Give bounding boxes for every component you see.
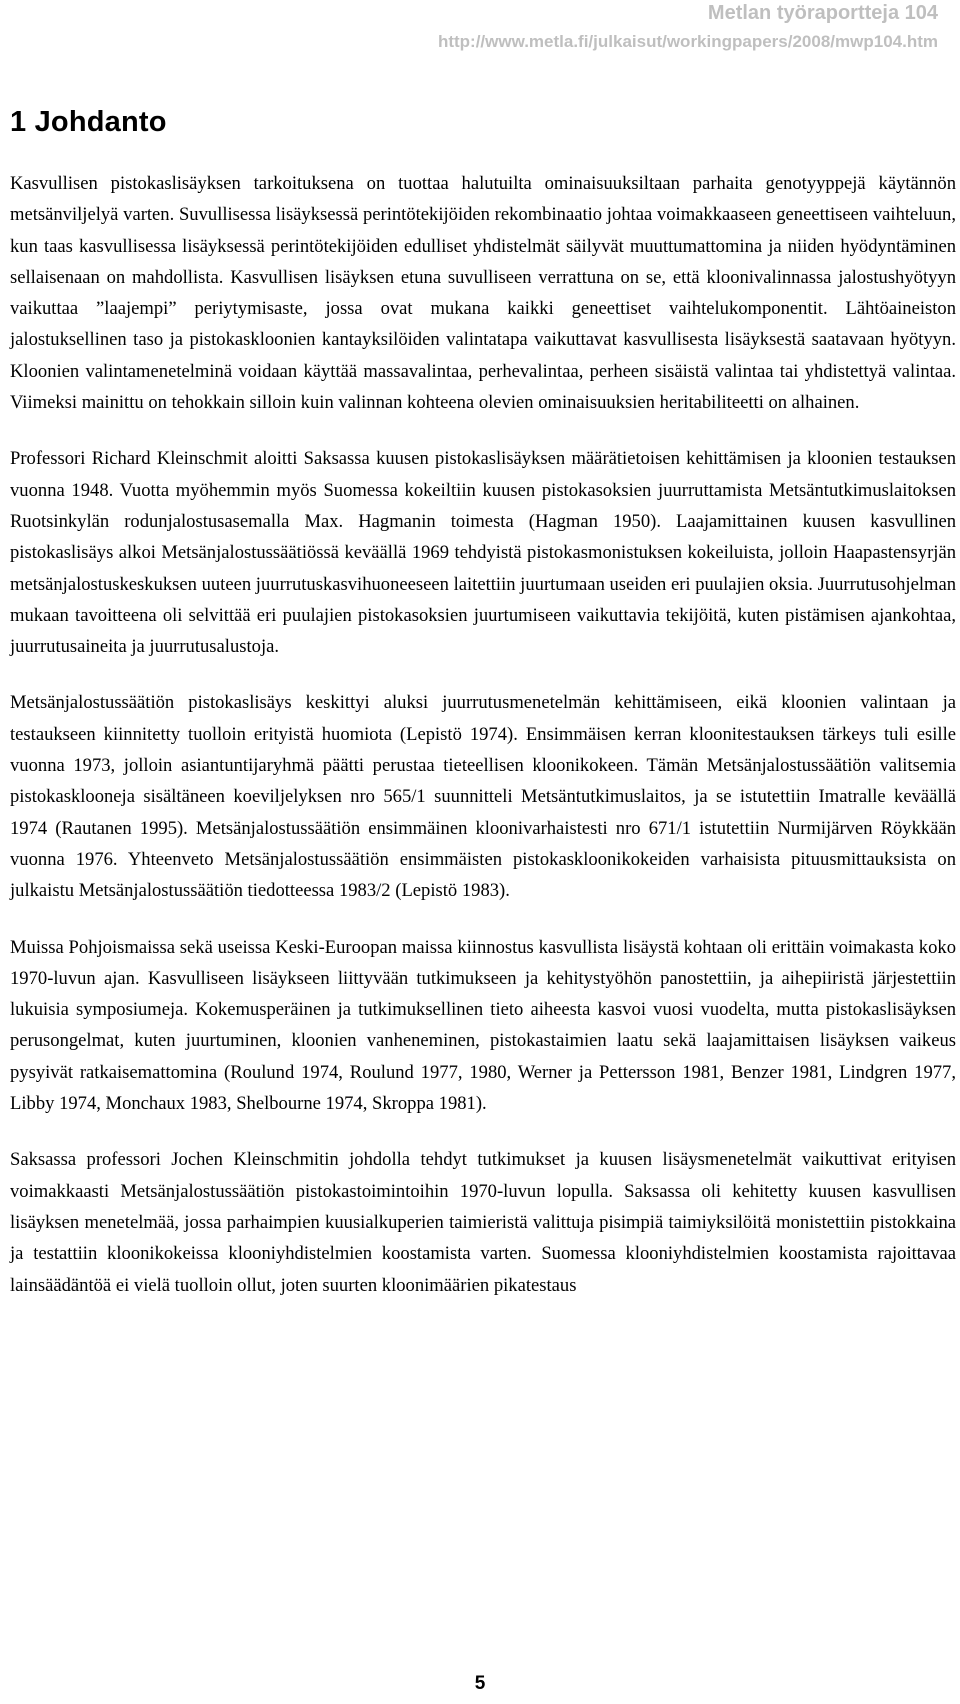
publication-url[interactable]: http://www.metla.fi/julkaisut/workingpapers/2008/mwp104.htm bbox=[437, 32, 938, 51]
paragraph-2: Professori Richard Kleinschmit aloitti Saksassa kuusen pistokaslisäyksen määrätietoisen kehittämisen ja kloonien testauksen vuonna 1948. Vuotta myöhemmin myös Suomessa kokeiltiin kuusen pistokasoksien juurruttamista Metsäntutkimuslaitoksen Ruotsinkylän rodunjalostusasemalla Max. Hagmanin toimesta (Hagman 1950). Laajamittainen kuusen kasvullinen pistokaslisäys alkoi Metsänjalostussäätiössä keväällä 1969 tehdyistä pistokasmonistuksen kokeiluista, jolloin Haapastensyrjän metsänjalostuskeskuksen uuteen juurrutuskasvihuoneeseen laitettiin juurtumaan useiden eri puulajien oksia. Juurrutusohjelman mukaan tavoitteena oli selvittää eri puulajien pistokasoksien juurtumiseen vaikuttavia tekijöitä, kuten pistämisen ajankohtaa, juurrutusaineita ja juurrutusalustoja. bbox=[10, 448, 957, 658]
series-title: Metlan työraportteja 104 bbox=[707, 2, 938, 24]
paragraph-3: Metsänjalostussäätiön pistokaslisäys keskittyi aluksi juurrutusmenetelmän kehittämiseen, eikä kloonien valintaan ja testaukseen kiinnitetty tuolloin erityistä huomiota (Lepistö 1974). Ensimmäisen kerran kloonitestauksen tärkeys tuli esille vuonna 1973, jolloin asiantuntijaryhmä päätti perustaa tieteellisen kloonikokeen. Tämän Metsänjalostussäätiön valitsemia pistokasklooneja sisältäneen koeviljelyksen nro 565/1 suunnitteli Metsäntutkimuslaitos, ja se istutettiin Imatralle keväällä 1974 (Rautanen 1995). Metsänjalostussäätiön ensimmäinen kloonivarhaistesti nro 671/1 istutettiin Nurmijärven Röykkään vuonna 1976. Yhteenveto Metsänjalostussäätiön ensimmäisten pistokaskloonikokeiden varhaisista pituusmittauksista on julkaistu Metsänjalostussäätiön tiedotteessa 1983/2 (Lepistö 1983). bbox=[10, 692, 956, 902]
paragraph-1: Kasvullisen pistokaslisäyksen tarkoituksena on tuottaa halutuilta ominaisuuksiltaan parhaita genotyyppejä käytännön metsänviljelyä varten. Suvullisessa lisäyksessä perintötekijöiden rekombinaatio johtaa voimakkaaseen geneettiseen vaihteluun, kun taas kasvullisessa lisäyksessä perintötekijöiden edulliset yhdistelmät säilyvät muuttumattomina ja niiden hyödyntäminen sellaisenaan on mahdollista. Kasvullisen lisäyksen etuna suvulliseen verrattuna on se, että kloonivalinnassa jalostushyötyyn vaikuttaa ”laajempi” periytymisaste, jossa ovat mukana kaikki geneettiset vaihtelukomponentit. Lähtöaineiston jalostuksellinen taso ja pistokaskloonien kantayksilöiden valintatapa vaikuttavat kasvullisesta lisäyksestä saatavaan hyötyyn. Kloonien valintamenetelminä voidaan käyttää massavalintaa, perhevalintaa, perheen sisäistä valintaa tai yhdistettyä valintaa. Viimeksi mainittu on tehokkain silloin kuin valinnan kohteena olevien ominaisuuksien heritabiliteetti on alhainen. bbox=[10, 173, 956, 414]
section-heading: 1 Johdanto bbox=[10, 106, 167, 138]
body-text bbox=[10, 168, 956, 1301]
page-number: 5 bbox=[474, 1673, 486, 1694]
paragraph-4: Muissa Pohjoismaissa sekä useissa Keski-Euroopan maissa kiinnostus kasvullista lisäystä kohtaan oli erittäin voimakasta koko 1970-luvun ajan. Kasvulliseen lisäykseen liittyvään tutkimukseen ja kehitystyöhön panostettiin, ja aihepiiristä järjestettiin lukuisia symposiumeja. Kokemusperäinen ja tutkimuksellinen tieto aiheesta kasvoi vuosi vuodelta, mutta pistokaslisäyksen perusongelmat, kuten juurtuminen, kloonien vanheneminen, pistokastaimien laatu sekä laajamittaisen lisäyksen vaikeus pysyivät ratkaisemattomina (Roulund 1974, Roulund 1977, 1980, Werner ja Pettersson 1981, Benzer 1981, Lindgren 1977, Libby 1974, Monchaux 1983, Shelbourne 1974, Skroppa 1981). bbox=[10, 936, 956, 1115]
running-header bbox=[438, 0, 938, 53]
paragraph-5: Saksassa professori Jochen Kleinschmitin johdolla tehdyt tutkimukset ja kuusen lisäysmenetelmät vaikuttivat erityisen voimakkaasti Metsänjalostussäätiön pistokastoimintoihin 1970-luvun lopulla. Saksassa oli kehitetty kuusen kasvullisen lisäyksen menetelmää, jossa parhaimpien kuusialkuperien taimieristä valittuja pisimpiä taimiyksilöitä monistettiin pistokkaina ja testattiin kloonikokeissa klooniyhdistelmien koostamista varten. Suomessa klooniyhdistelmien koostamista rajoittavaa lainsäädäntöä ei vielä tuolloin ollut, joten suurten kloonimäärien pikatestaus bbox=[10, 1149, 956, 1296]
